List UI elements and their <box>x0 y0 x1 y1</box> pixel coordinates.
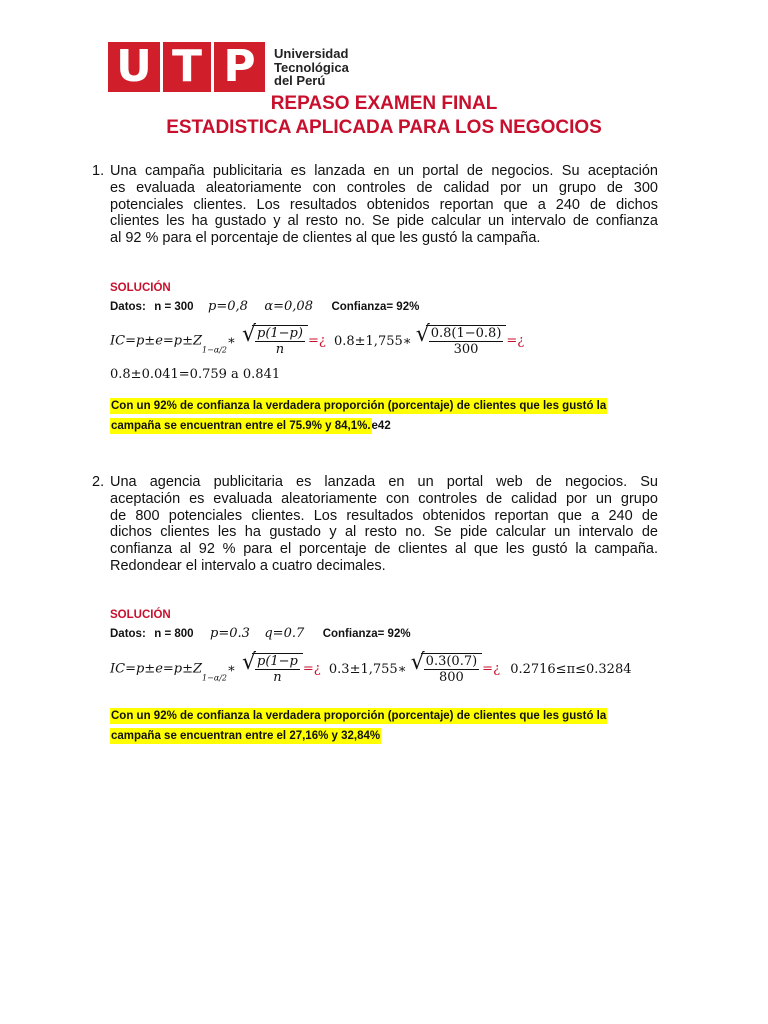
solution-label: SOLUCIÓN <box>110 282 171 294</box>
formula-sub: 1−α/2 <box>202 345 228 355</box>
formula-numerator: √ p(1−p <box>257 654 298 669</box>
formula-numerator: √ p(1−p) <box>257 326 303 341</box>
subst-eq: =¿ <box>506 333 525 349</box>
university-name-line: del Perú <box>274 73 326 88</box>
utp-logo <box>108 42 265 92</box>
subst-lead: 0.8±1,755∗ <box>333 333 412 349</box>
datos-row <box>110 624 670 644</box>
trailing-note: e42 <box>371 420 391 432</box>
statement-line: clientes les ha gustado y al resto no. Se pide calcular un intervalo de confianza <box>110 213 658 230</box>
university-name-line: Universidad <box>274 46 349 61</box>
subst-denominator: 800 <box>439 670 464 685</box>
conclusion-line: Con un 92% de confianza la verdadera proporción (porcentaje) de clientes que les gustó la <box>111 710 607 722</box>
datos-label: Datos: <box>110 301 146 313</box>
formula-1: $IC=p\pm e=p\pm Z_{1-\alpha/2}∗$ √ $\frac{p(1-p)}{n}$ =¿ 0.8±1,755∗ √ $\frac{0.8(1-0.8)}{300}$ =¿ <box>110 325 670 367</box>
logo-letter-u: U <box>116 41 152 92</box>
problem-number: 2. <box>92 474 105 490</box>
page-title: REPASO EXAMEN FINAL <box>270 93 498 114</box>
logo-letter-p: P <box>223 41 256 92</box>
datos-n: n = 300 <box>154 301 194 313</box>
statement-line: aceptación es evaluada aleatoriamente con controles de calidad por un grupo <box>110 490 658 507</box>
problem-2-statement <box>110 474 658 575</box>
sqrt-term <box>252 653 303 685</box>
datos-confianza: Confianza= 92% <box>331 301 420 313</box>
statement-line: potenciales clientes. Los resultados obtenidos reportan que a 240 de dichos <box>110 196 658 213</box>
statement-line: al 92 % para el porcentaje de clientes al que les gustó la campaña. <box>110 230 541 247</box>
formula-sub: 1−α/2 <box>202 673 228 683</box>
sqrt-term <box>252 325 308 357</box>
formula-denominator: n <box>273 670 282 685</box>
subst-eq: =¿ <box>482 661 501 677</box>
subst-numerator: √ 0.3(0.7) <box>425 654 478 669</box>
university-name <box>274 47 394 88</box>
result-1: 0.8±0.041=0.759 a 0.841 <box>110 367 281 382</box>
datos-row <box>110 297 670 317</box>
statement-line: dichos clientes les ha gustado y al resto no. Se pide calcular un intervalo de <box>110 524 658 541</box>
university-name-line: Tecnológica <box>274 59 349 75</box>
conclusion-line: campaña se encuentran entre el 27,16% y 32,84% <box>111 730 381 742</box>
sqrt-subst <box>426 325 507 357</box>
conclusion-line: campaña se encuentran entre el 75.9% y 84,1%. <box>111 420 371 432</box>
statement-line: de 800 potenciales clientes. Los resultados obtenidos reportan que a 240 de <box>110 507 658 524</box>
statement-line: es evaluada aleatoriamente con controles de calidad por un grupo de 300 <box>110 179 658 196</box>
datos-confianza: Confianza= 92% <box>322 628 411 640</box>
subst-denominator: 300 <box>453 342 479 357</box>
formula-denominator: n <box>275 342 285 357</box>
formula-2: $IC=p\pm e=p\pm Z_{1-\alpha/2}∗$ √ $\frac{p(1-p}{n}$ =¿ 0.3±1,755∗ √ $\frac{0.3(0.7)}{800}$ =¿ 0.2716≤π≤0.3284 <box>110 653 670 695</box>
formula-lhs: IC=p±e=p±Z <box>110 661 203 677</box>
statement-line: confianza al 92 % para el porcentaje de clientes al que les gustó la campaña. <box>110 541 658 558</box>
datos-label: Datos: <box>110 628 146 640</box>
conclusion-line: Con un 92% de confianza la verdadera proporción (porcentaje) de clientes que les gustó la <box>111 400 607 412</box>
solution-label: SOLUCIÓN <box>110 609 171 621</box>
conclusion-1 <box>110 396 607 434</box>
datos-alpha: α=0,08 <box>264 299 313 314</box>
datos-p: p=0,8 <box>208 299 248 314</box>
logo-letter-t: T <box>171 41 202 92</box>
subst-numerator: √ 0.8(1−0.8) <box>430 326 502 341</box>
formula-eq: =¿ <box>307 333 326 349</box>
problem-1-statement <box>110 163 658 247</box>
page-subtitle: ESTADISTICA APLICADA PARA LOS NEGOCIOS <box>166 117 602 138</box>
datos-n: n = 800 <box>154 628 194 640</box>
result-2: 0.2716≤π≤0.3284 <box>510 661 632 677</box>
problem-number: 1. <box>92 163 105 179</box>
subst-lead: 0.3±1,755∗ <box>328 661 407 677</box>
sqrt-subst <box>421 653 483 685</box>
formula-lhs: IC=p±e=p±Z <box>110 333 203 349</box>
statement-line: Redondear el intervalo a cuatro decimales. <box>110 557 386 574</box>
statement-line: Una agencia publicitaria es lanzada en un portal web de negocios. Su <box>110 474 658 490</box>
formula-eq: =¿ <box>302 661 321 677</box>
conclusion-2 <box>110 706 607 744</box>
datos-q: q=0.7 <box>264 626 305 641</box>
datos-p: p=0.3 <box>210 626 250 641</box>
statement-line: Una campaña publicitaria es lanzada en un portal de negocios. Su aceptación <box>110 163 658 179</box>
